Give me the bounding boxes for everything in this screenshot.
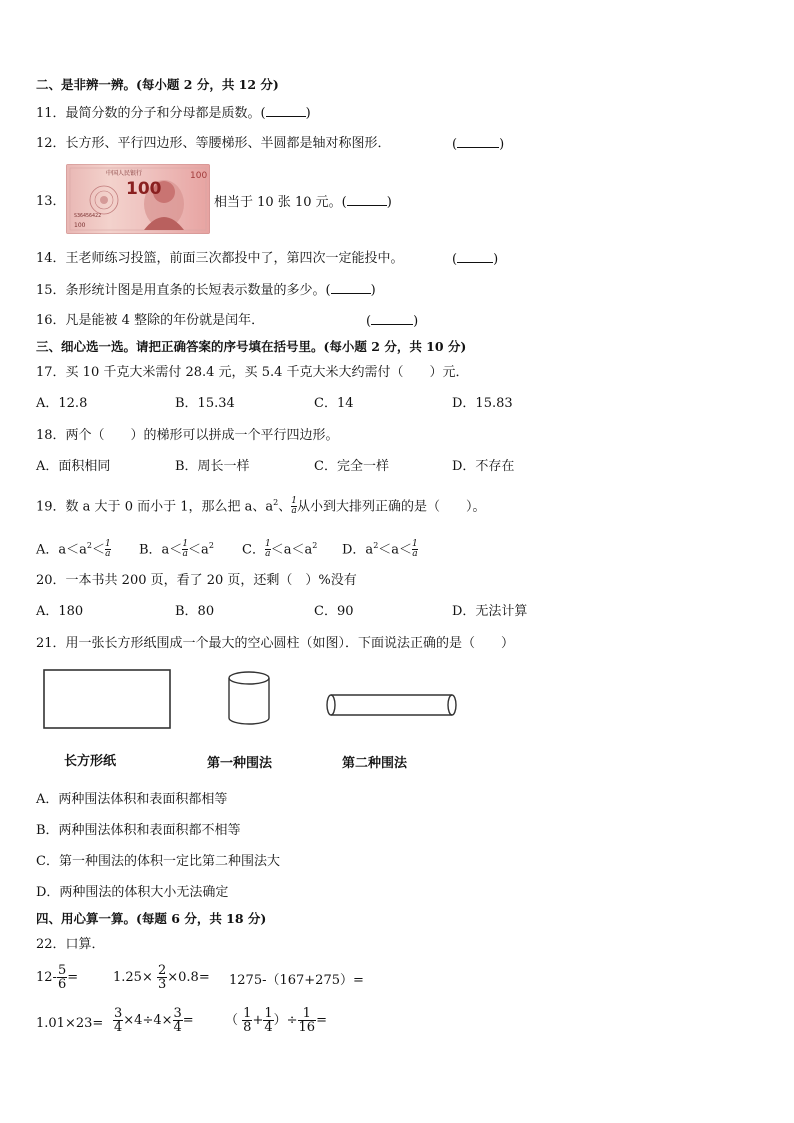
superscript: 2 (273, 498, 279, 507)
numerator: 1 (264, 539, 271, 550)
numerator: 2 (157, 963, 167, 978)
q21-option-d[interactable]: D．两种围法的体积大小无法确定 (36, 885, 229, 900)
caption-rectangle-paper: 长方形纸 (64, 754, 117, 769)
denominator: a (412, 549, 418, 560)
superscript: 2 (208, 541, 214, 550)
superscript: 2 (373, 541, 379, 550)
rectangle-paper-shape (44, 670, 170, 728)
section-3-title: 三、细心选一选。请把正确答案的序号填在括号里。(每小题 2 分，共 10 分) (36, 339, 467, 354)
denominator: a (291, 506, 297, 517)
q21-option-c[interactable]: C．第一种围法的体积一定比第二种围法大 (36, 854, 280, 869)
numerator: 1 (182, 539, 189, 550)
fraction-1-4 (263, 1007, 273, 1034)
opt-text: B．a＜ (139, 542, 183, 558)
denominator: a (265, 549, 271, 560)
paren-open: ( (452, 137, 458, 152)
fraction-2-3 (157, 964, 167, 991)
calc-expression-4: 1.01×23= (36, 1016, 104, 1031)
q19-text-post: 从小到大排列正确的是（ ）。 (296, 499, 486, 515)
q20-option-d[interactable]: D．无法计算 (452, 604, 528, 619)
expr-text: （ (225, 1013, 239, 1028)
numerator: 1 (291, 496, 297, 507)
banknote-value: 100 (126, 179, 162, 199)
superscript: 2 (86, 541, 92, 550)
section-2-title: 二、是非辨一辨。(每小题 2 分，共 12 分) (36, 77, 279, 92)
paren-close: ) (499, 137, 505, 152)
q17-option-b[interactable]: B．15.34 (175, 396, 235, 411)
q21-option-b[interactable]: B．两种围法体积和表面积都不相等 (36, 823, 241, 838)
q18-option-a[interactable]: A．面积相同 (36, 459, 111, 474)
expr-text: ）÷ (273, 1013, 298, 1028)
q17-option-d[interactable]: D．15.83 (452, 396, 513, 411)
calc-expression-1 (36, 964, 78, 991)
answer-blank-12[interactable] (457, 135, 499, 148)
numerator: 3 (114, 1006, 123, 1021)
fraction-1-over-a (105, 540, 111, 559)
banknote-serial: S36456422 (74, 213, 102, 219)
question-20: 20．一本书共 200 页，看了 20 页，还剩（ ）%没有 (36, 573, 357, 588)
denominator: 8 (243, 1020, 252, 1035)
question-15 (36, 281, 376, 300)
opt-text: D．a (342, 542, 374, 558)
answer-paren-14 (452, 250, 498, 269)
question-13-number: 13． (36, 194, 66, 209)
q13-text: 相当于 10 张 10 元。( (214, 195, 347, 210)
banknote-graphic (66, 164, 210, 234)
caption-method-two: 第二种围法 (342, 756, 408, 771)
q21-option-a[interactable]: A．两种围法体积和表面积都相等 (36, 792, 228, 807)
q17-option-a[interactable]: A．12.8 (36, 396, 88, 411)
cylinder-upright-shape (229, 672, 269, 724)
superscript: 2 (312, 541, 318, 550)
cylinder-figures (36, 664, 466, 734)
numerator: 1 (412, 539, 418, 550)
answer-blank-16[interactable] (371, 312, 413, 325)
denominator: 6 (57, 977, 67, 992)
q17-option-c[interactable]: C．14 (314, 396, 354, 411)
paren-close: ) (386, 195, 392, 210)
numerator: 1 (264, 1006, 273, 1021)
calc-expression-3: 1275-（167+275）= (229, 973, 364, 988)
expr-text: = (182, 1013, 194, 1028)
denominator: a (105, 549, 111, 560)
q15-text: 15．条形统计图是用直条的长短表示数量的多少。( (36, 283, 331, 298)
opt-text: ＜a (188, 542, 209, 558)
fraction-5-6 (57, 964, 67, 991)
numerator: 1 (302, 1006, 311, 1021)
caption-method-one: 第一种围法 (207, 756, 273, 771)
denominator: 4 (114, 1020, 123, 1035)
opt-text: ＜a＜a (270, 542, 313, 558)
q19-text-pre: 19．数 a 大于 0 而小于 1，那么把 a、a (36, 499, 274, 515)
denominator: a (182, 549, 188, 560)
question-16 (36, 312, 264, 330)
question-17: 17．买 10 千克大米需付 28.4 元，买 5.4 千克大米大约需付（ ）元． (36, 365, 469, 380)
calc-expression-5 (113, 1007, 194, 1034)
q12-text: 12．长方形、平行四边形、等腰梯形、半圆都是轴对称图形． (36, 136, 391, 151)
expr-text: 12- (36, 970, 57, 985)
q14-text: 14．王老师练习投篮，前面三次都投中了，第四次一定能投中。 (36, 251, 404, 266)
fraction-1-8 (242, 1007, 252, 1034)
q19-option-c[interactable] (242, 537, 317, 559)
numerator: 1 (105, 539, 111, 550)
q18-option-d[interactable]: D．不存在 (452, 459, 515, 474)
question-19: 19．数 a 大于 0 而小于 1，那么把 a、$a^2$、 $\frac{1}{a}$ 从小到大排列正确的是（ ）。 (36, 496, 486, 517)
q11-text: 11．最简分数的分子和分母都是质数。( (36, 106, 266, 121)
answer-blank-11[interactable] (266, 104, 306, 117)
paren-open: ( (452, 252, 458, 267)
fraction-1-over-a (412, 540, 418, 559)
denominator: 4 (264, 1020, 273, 1035)
answer-blank-14[interactable] (457, 250, 493, 263)
question-14 (36, 250, 404, 268)
numerator: 3 (173, 1006, 182, 1021)
banknote-corner-value: 100 (190, 171, 208, 181)
denominator: 3 (157, 977, 167, 992)
q16-text: 16．凡是能被 4 整除的年份就是闰年． (36, 313, 265, 328)
paren-close: ) (305, 106, 311, 121)
question-22: 22．口算． (36, 937, 105, 952)
numerator: 5 (57, 963, 67, 978)
numerator: 1 (243, 1006, 252, 1021)
q20-option-c[interactable]: C．90 (314, 604, 354, 619)
answer-paren-12 (452, 135, 504, 154)
opt-text: ＜ (91, 542, 105, 558)
answer-blank-13[interactable] (347, 193, 387, 206)
paren-close: ) (370, 283, 376, 298)
expr-text: ×0.8= (167, 970, 210, 985)
q18-option-b[interactable]: B．周长一样 (175, 459, 250, 474)
calc-expression-6 (225, 1007, 327, 1034)
banknote-bottom-value: 100 (74, 222, 86, 229)
expr-text: = (67, 970, 79, 985)
question-18: 18．两个（ ）的梯形可以拼成一个平行四边形。 (36, 428, 339, 443)
expr-text: ×4÷4× (123, 1013, 173, 1028)
fraction-3-4 (173, 1007, 183, 1034)
paren-close: ) (413, 314, 419, 329)
question-21: 21．用一张长方形纸围成一个最大的空心圆柱（如图）．下面说法正确的是（ ） (36, 636, 515, 651)
fraction-3-4 (113, 1007, 123, 1034)
section-4-title: 四、用心算一算。(每题 6 分，共 18 分) (36, 911, 267, 926)
banknote-issuer: 中国人民银行 (106, 170, 143, 177)
expr-text: 1.25× (113, 970, 153, 985)
question-13 (214, 193, 392, 212)
q20-option-a[interactable]: A．180 (36, 604, 84, 619)
q18-option-c[interactable]: C．完全一样 (314, 459, 389, 474)
fraction-1-16 (298, 1007, 317, 1034)
opt-text: C． (242, 542, 265, 558)
answer-paren-16 (366, 312, 418, 331)
question-11 (36, 104, 311, 123)
opt-text: A．a＜a (36, 542, 87, 558)
denominator: 16 (298, 1020, 316, 1035)
calc-expression-2 (113, 964, 210, 991)
q20-option-b[interactable]: B．80 (175, 604, 215, 619)
answer-blank-15[interactable] (331, 281, 371, 294)
q19-option-b[interactable] (139, 537, 214, 559)
opt-text: ＜a＜ (378, 542, 413, 558)
paren-close: ) (493, 252, 499, 267)
q19-option-a[interactable] (36, 537, 111, 559)
expr-text: = (316, 1013, 327, 1028)
expr-text: + (252, 1013, 264, 1028)
cylinder-lying-shape (327, 695, 456, 715)
q19-option-d[interactable] (342, 537, 418, 559)
denominator: 4 (173, 1020, 182, 1035)
question-12 (36, 135, 391, 153)
banknote-100-yuan-image (66, 164, 210, 234)
paren-open: ( (366, 314, 372, 329)
